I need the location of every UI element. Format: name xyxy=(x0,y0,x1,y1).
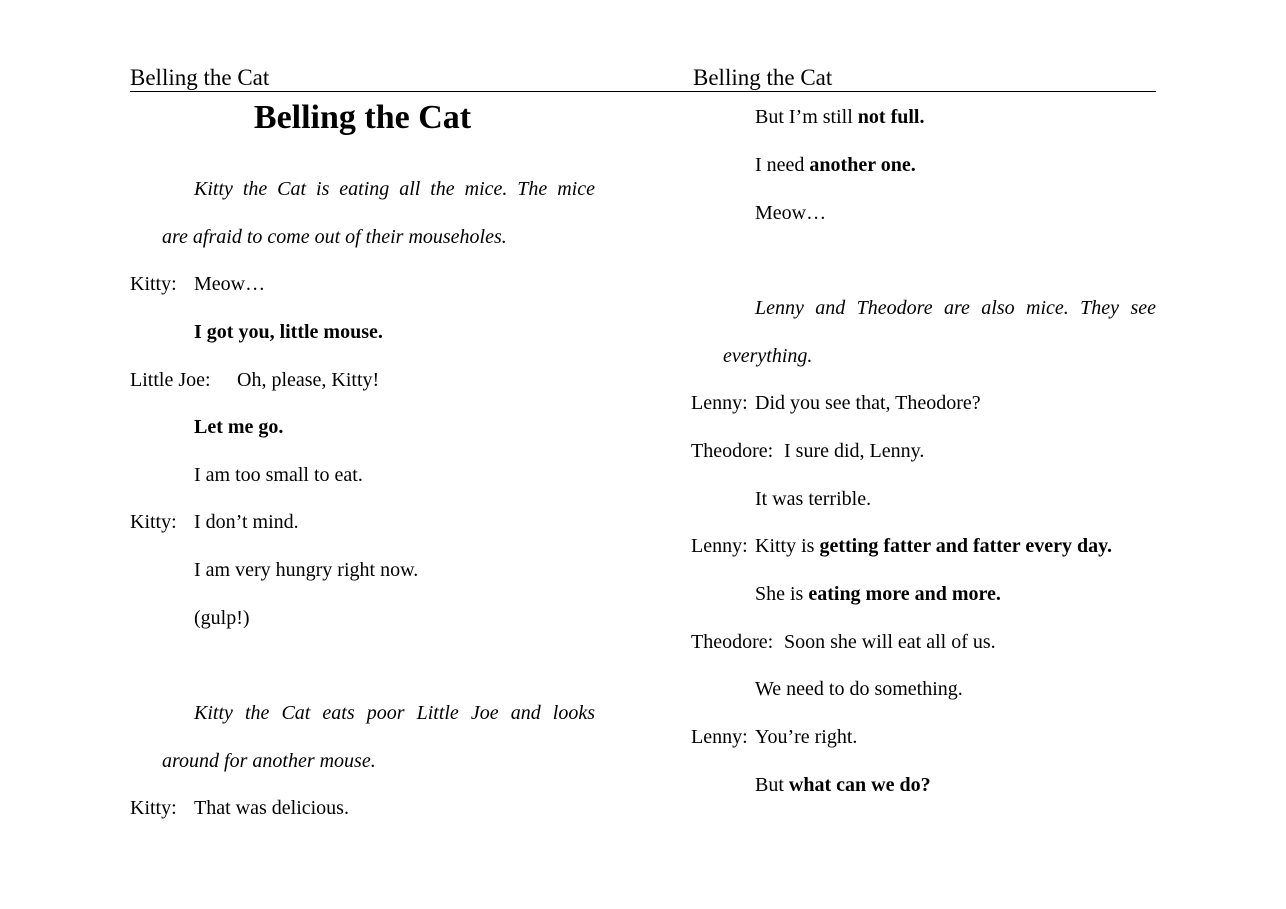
stage-direction-2-line-1: Kitty the Cat eats poor Little Joe and looks xyxy=(194,702,595,724)
stage-direction-3-line-1: Lenny and Theodore are also mice. They see xyxy=(755,297,1156,319)
speaker-kitty: Kitty: xyxy=(130,797,177,819)
dialogue-line: Oh, please, Kitty! xyxy=(237,369,380,391)
dialogue-emphasis: getting fatter and fatter every day. xyxy=(819,535,1112,557)
dialogue-text: Kitty is xyxy=(755,535,820,557)
stage-direction-1-line-2: are afraid to come out of their mouseholes. xyxy=(162,226,507,248)
running-header-right: Belling the Cat xyxy=(693,65,1156,92)
dialogue-line: It was terrible. xyxy=(755,488,872,510)
dialogue-line xyxy=(755,582,1001,606)
dialogue-line: You’re right. xyxy=(755,726,858,748)
page-title: Belling the Cat xyxy=(253,99,472,136)
dialogue-emphasis: not full. xyxy=(857,106,925,128)
speaker-lenny: Lenny: xyxy=(691,726,748,748)
dialogue-text: But xyxy=(755,774,789,796)
speaker-little-joe: Little Joe: xyxy=(130,369,211,391)
dialogue-line: That was delicious. xyxy=(194,797,349,819)
dialogue-line: I am very hungry right now. xyxy=(194,559,419,581)
dialogue-line xyxy=(755,773,931,797)
dialogue-line xyxy=(755,105,924,129)
dialogue-line: Did you see that, Theodore? xyxy=(755,392,981,414)
dialogue-line: Meow… xyxy=(194,273,266,295)
dialogue-line: Soon she will eat all of us. xyxy=(784,631,996,653)
speaker-kitty: Kitty: xyxy=(130,511,177,533)
dialogue-line: I sure did, Lenny. xyxy=(784,440,925,462)
dialogue-line-bold: I got you, little mouse. xyxy=(194,321,383,343)
dialogue-emphasis: what can we do? xyxy=(788,774,931,796)
speaker-kitty: Kitty: xyxy=(130,273,177,295)
dialogue-text: But I’m still xyxy=(755,106,858,128)
speaker-theodore: Theodore: xyxy=(691,440,774,462)
dialogue-emphasis: another one. xyxy=(809,154,916,176)
dialogue-line xyxy=(755,534,1112,558)
speaker-lenny: Lenny: xyxy=(691,535,748,557)
dialogue-text: She is xyxy=(755,583,809,605)
dialogue-line: I am too small to eat. xyxy=(194,464,363,486)
dialogue-emphasis: eating more and more. xyxy=(808,583,1001,605)
dialogue-line: We need to do something. xyxy=(755,678,963,700)
stage-direction-3-line-2: everything. xyxy=(723,345,813,367)
dialogue-line: Meow… xyxy=(755,202,827,224)
dialogue-line-bold: Let me go. xyxy=(194,416,284,438)
running-header-left: Belling the Cat xyxy=(130,65,693,92)
stage-direction-1-line-1: Kitty the Cat is eating all the mice. The mice xyxy=(194,178,595,200)
dialogue-text: I need xyxy=(755,154,810,176)
stage-direction-2-line-2: around for another mouse. xyxy=(162,750,376,772)
dialogue-line: I don’t mind. xyxy=(194,511,299,533)
speaker-theodore: Theodore: xyxy=(691,631,774,653)
dialogue-line xyxy=(755,153,916,177)
dialogue-line: (gulp!) xyxy=(194,607,250,629)
speaker-lenny: Lenny: xyxy=(691,392,748,414)
